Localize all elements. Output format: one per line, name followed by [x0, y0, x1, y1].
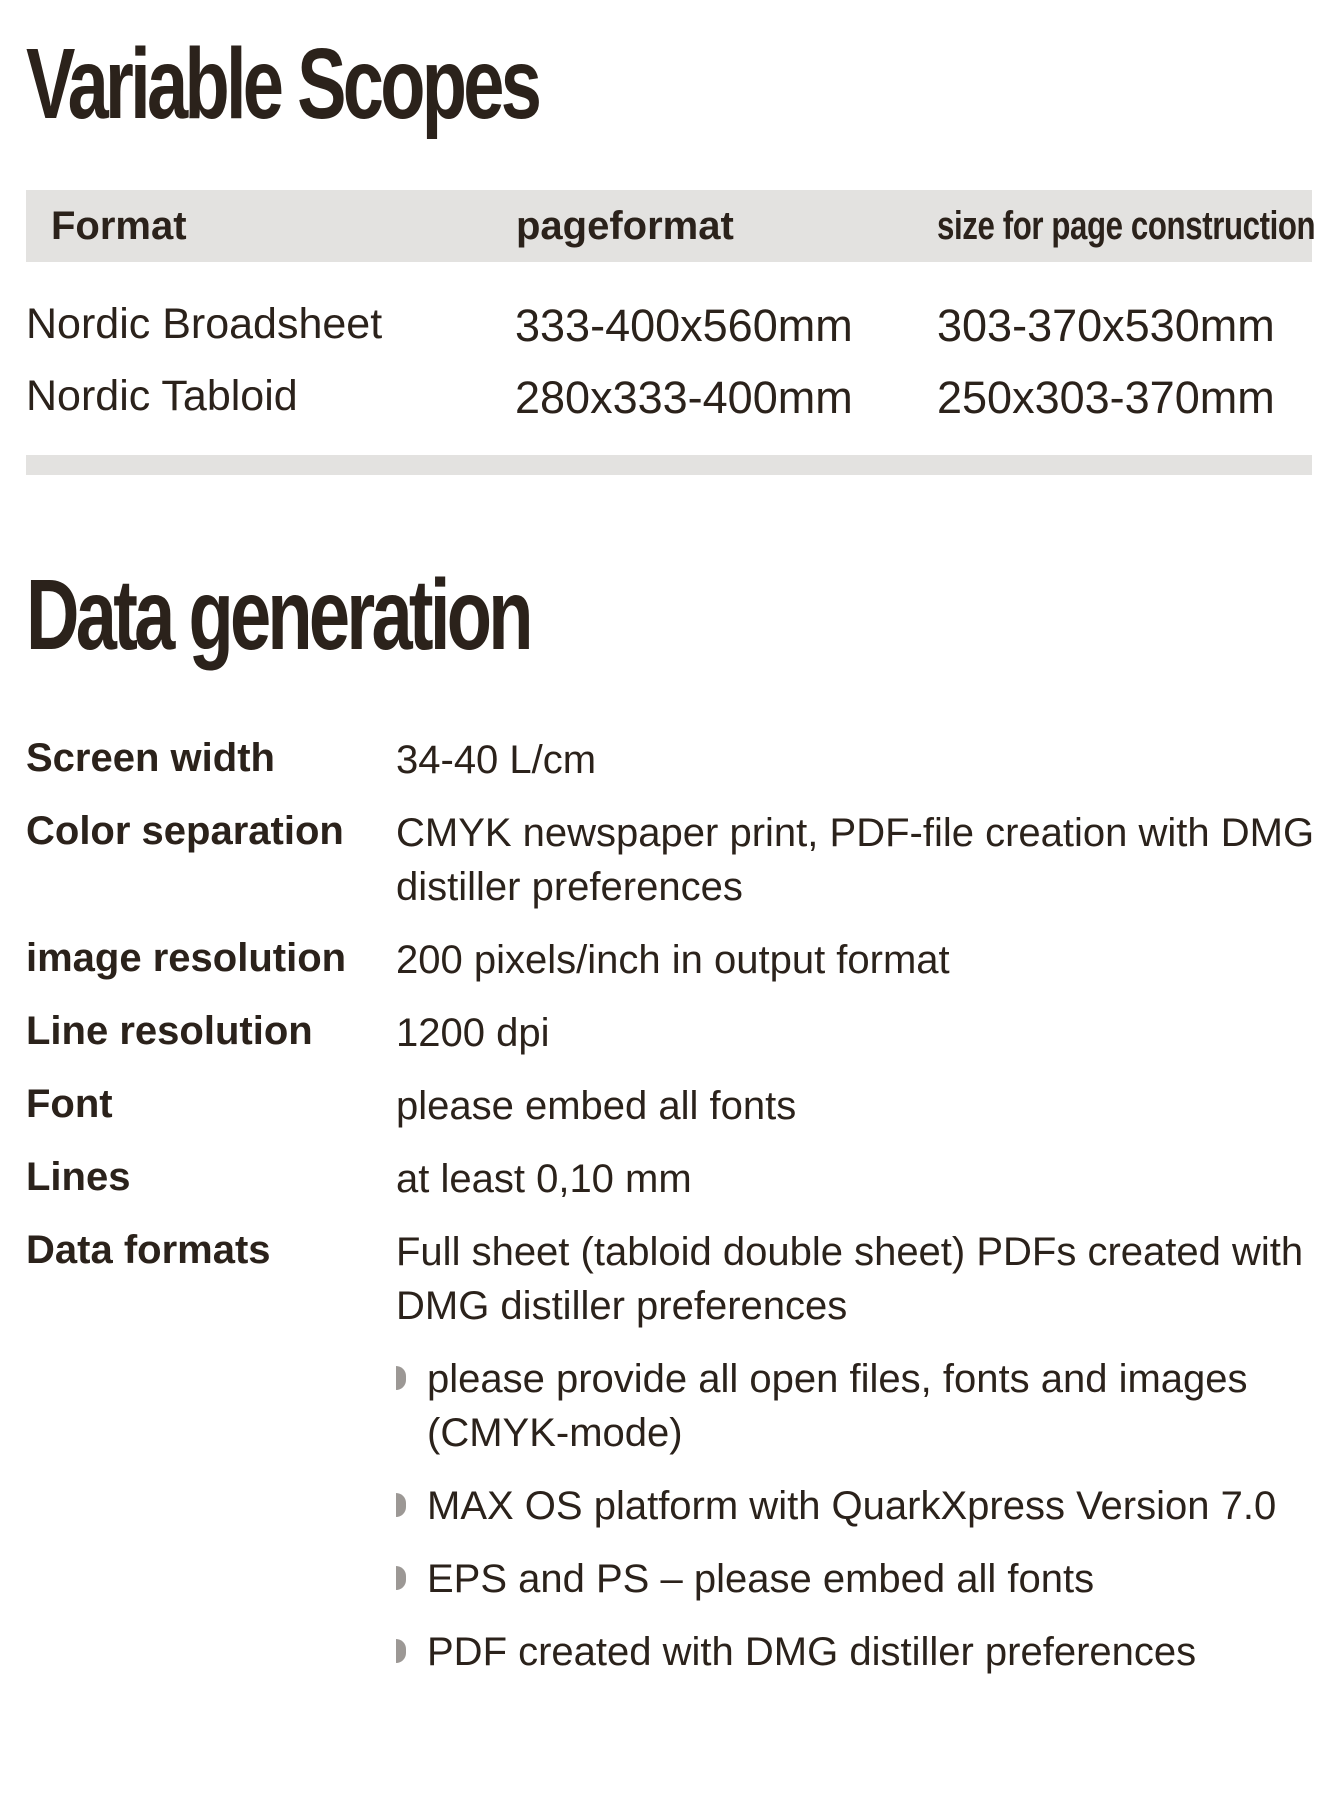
- spec-label-color-separation: Color separation: [26, 809, 344, 853]
- spec-value-image-resolution: 200 pixels/inch in output format: [396, 938, 950, 982]
- bullet-text: EPS and PS – please embed all fonts: [427, 1557, 1095, 1601]
- data-generation-heading: Data generation: [26, 559, 530, 671]
- bullet-text: MAX OS platform with QuarkXpress Version 7.0: [427, 1484, 1277, 1528]
- spec-label-screen-width: Screen width: [26, 736, 275, 780]
- pageformat-value: 280x333-400mm: [515, 372, 853, 423]
- spec-value-screen-width: 34-40 L/cm: [396, 738, 597, 782]
- pageformat-value: 333-400x560mm: [515, 300, 853, 351]
- header-format: Format: [51, 204, 187, 248]
- list-item: [396, 1479, 1316, 1533]
- table-bottom-divider: [26, 455, 1312, 475]
- spec-label-data-formats: Data formats: [26, 1228, 271, 1272]
- variable-scopes-heading: Variable Scopes: [26, 28, 539, 140]
- bullet-icon: [396, 1493, 406, 1517]
- bullet-icon: [396, 1566, 406, 1590]
- spec-label-image-resolution: image resolution: [26, 936, 347, 980]
- list-item: [396, 1552, 1316, 1606]
- bullet-text: PDF created with DMG distiller preferences: [427, 1630, 1197, 1674]
- construction-size-value: 303-370x530mm: [937, 300, 1275, 351]
- bullet-text: please provide all open files, fonts and images (CMYK-mode): [427, 1357, 1248, 1455]
- bullet-icon: [396, 1639, 406, 1663]
- spec-label-lines: Lines: [26, 1155, 131, 1199]
- spec-value-font: please embed all fonts: [396, 1084, 797, 1128]
- bullet-icon: [396, 1366, 406, 1390]
- list-item: [396, 1352, 1316, 1460]
- spec-value-color-separation: CMYK newspaper print, PDF-file creation with DMG distiller preferences: [396, 811, 1315, 909]
- header-pageformat: pageformat: [516, 204, 734, 248]
- format-name: Nordic Tabloid: [26, 372, 298, 420]
- spec-label-line-resolution: Line resolution: [26, 1009, 313, 1053]
- header-size-for-page-construction: size for page construction: [937, 204, 1316, 248]
- spec-value-data-formats: Full sheet (tabloid double sheet) PDFs created with DMG distiller preferences: [396, 1230, 1304, 1328]
- spec-value-line-resolution: 1200 dpi: [396, 1011, 550, 1055]
- spec-value-lines: at least 0,10 mm: [396, 1157, 692, 1201]
- list-item: [396, 1625, 1316, 1679]
- spec-label-font: Font: [26, 1082, 113, 1126]
- format-table-header: [26, 190, 1316, 262]
- construction-size-value: 250x303-370mm: [937, 372, 1275, 423]
- format-name: Nordic Broadsheet: [26, 300, 383, 348]
